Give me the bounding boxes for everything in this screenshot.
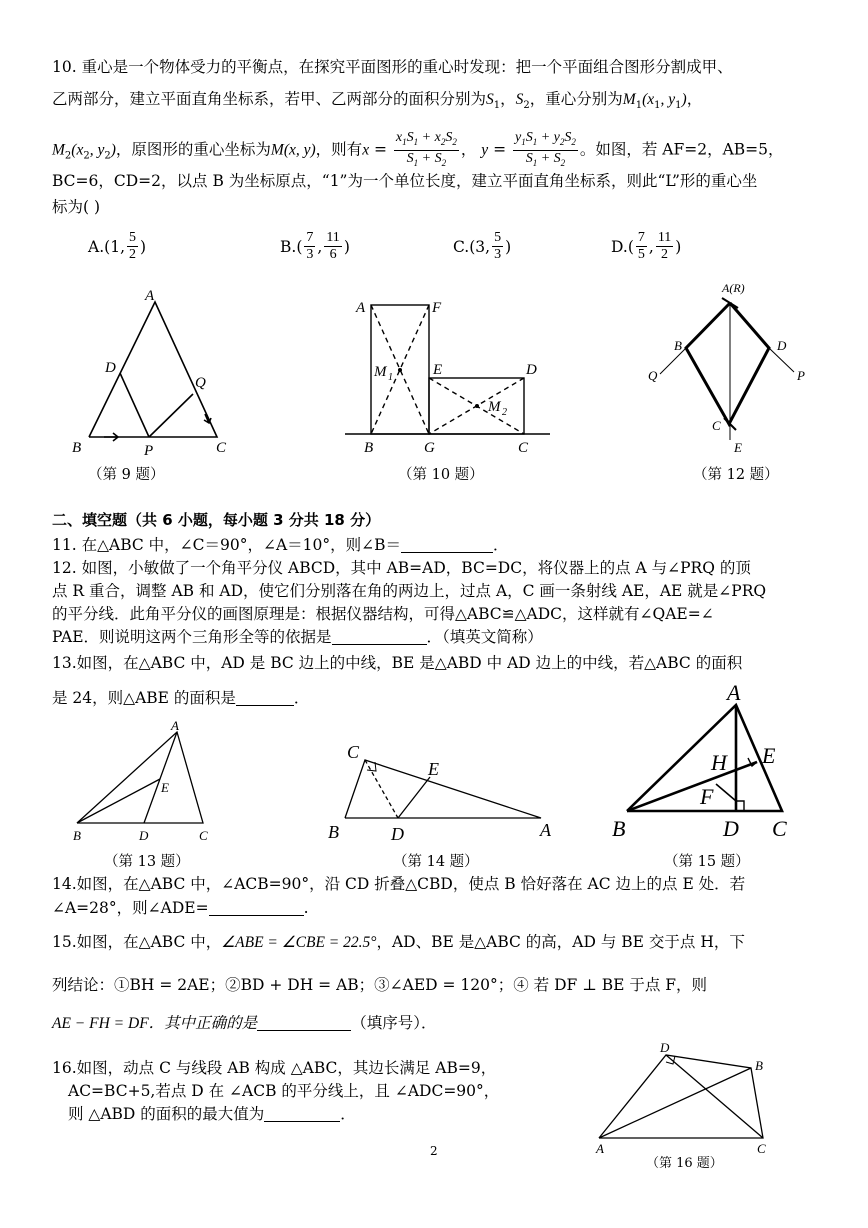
q14-line1: 14.如图，在△ABC 中，∠ACB=90°，沿 CD 折叠△CBD，使点 B 恰好落在 AC 边上的点 E 处．若 [52,875,746,893]
fig12-ray-q [660,348,686,374]
fig15-label-b: B [612,816,626,841]
caption-q15: （第 15 题） [664,854,750,870]
fig9-label-p: P [144,443,154,459]
caption-q16: （第 16 题） [646,1156,723,1171]
fig13-label-d: D [139,828,149,843]
option-a-x: 1 [110,237,121,256]
fig12-label-a: A(R) [722,281,745,295]
fig14-label-b: B [328,822,339,842]
option-b-y: $\frac{11}{6}$ [326,230,340,262]
fig15-label-h: H [711,750,727,775]
q14-blank[interactable] [209,899,304,916]
q10-m2: M [52,141,65,159]
q16-line3-end: ． [340,1105,356,1123]
q10-line3-text: ，原图形的重心坐标为 [115,140,271,159]
fig13-label-c: C [199,828,208,843]
fig9-label-a: A [145,288,155,304]
page-number: 2 [430,1144,438,1158]
fig9-label-q: Q [195,375,206,391]
q16-line3-text: 则 △ABD 的面积的最大值为 [68,1105,265,1123]
q12-line4-text: PAE．则说明这两个三角形全等的依据是 [52,628,332,646]
fig10-label-m1-sub: 1 [388,372,393,383]
q12-line4-text2: ．（填英文简称） [426,628,543,646]
fig10-label-m1: M [374,364,387,380]
fig13-label-b: B [73,828,81,843]
fig14-de [398,777,430,818]
q13-line2-text: 是 24，则△ABE 的面积是 [52,689,236,707]
q10-y-eq: y [481,141,489,159]
fig16-label-d: D [660,1040,670,1055]
q15-line3-text: AE − FH = DF．其中正确的是 [52,1015,258,1032]
q10-s1: S [486,91,494,108]
q10-x-eq: x [362,141,370,159]
fig16-ab [599,1068,751,1138]
option-c-y: $\frac{5}{3}$ [494,230,502,262]
fig12-label-q: Q [648,368,658,383]
fig14-label-c: C [347,742,360,762]
figure-13 [77,732,203,823]
fig15-be [627,762,757,811]
q10-line2-text2: ，重心分别为 [529,90,623,108]
q11: 11. 在△ABC 中，∠C＝90°，∠A＝10°，则∠B＝ ． [52,536,509,554]
q10-line3-text2: ，则有 [315,140,363,159]
fig10-label-m2-sub: 2 [502,407,507,418]
q15-line1-text2: ，AD、BE 是△ABC 的高，AD 与 BE 交于点 H，下 [376,933,745,951]
fig9-dp [120,373,149,437]
fig15-label-c: C [772,816,787,841]
q10-line3: $M_2(x_2$, $y_2$)，原图形的重心坐标为M(x, y)，则有x = $\frac{x_1S_1 + x_2S_2}{S_1 + S_2}$ ， y = $\frac{y_1S_1 + y_2S_2}{S_1 + S_2}$ 。如图，若 AF=2，AB=5， [52,130,784,173]
fig12-label-p: P [797,368,805,383]
fig13-triangle [77,732,203,823]
fig15-label-e: E [762,743,776,768]
fig12-label-b: B [674,338,682,353]
q14-line2: ∠A=28°，则∠ADE= . [52,899,309,917]
fig12-label-c: C [712,418,721,433]
fig9-label-b: B [72,440,82,456]
fig14-label-d: D [391,824,404,844]
fig10-label-b: B [364,440,374,456]
fig16-label-a: A [596,1141,604,1156]
q10-line5: 标为( ) [52,198,101,216]
q11-text: 11. 在△ABC 中，∠C＝90°，∠A＝10°，则∠B＝ [52,536,402,554]
section-2-heading: 二、填空题（共 6 小题，每小题 3 分共 18 分） [52,511,381,529]
q16-line2: AC=BC+5,若点 D 在 ∠ACB 的平分线上，且 ∠ADC=90°， [68,1082,500,1100]
option-c: C. ( 3 , $\frac{5}{3}$ ) [453,230,512,262]
fig10-label-d: D [526,362,537,378]
fig10-label-m2: M [488,399,501,415]
option-d-y: $\frac{11}{2}$ [657,230,672,262]
figure-16 [599,1055,763,1138]
q12-line1: 12. 如图，小敏做了一个角平分仪 ABCD，其中 AB=AD，BC=DC，将仪器上的点 A 与∠PRQ 的顶 [52,559,751,577]
fig10-m2-point [475,404,479,408]
q10-s2: S [515,91,524,108]
q12-line2: 点 R 重合，调整 AB 和 AD，使它们分别落在角的两边上，过点 A，C 画一条射线 AE，AE 就是∠PRQ [52,582,767,600]
option-a-label: A. [88,237,105,256]
q10-line2-text: 乙两部分，建立平面直角坐标系，若甲、乙两部分的面积分别为 [52,90,487,108]
option-d-label: D. [611,237,628,256]
q10-m: M(x, y) [270,141,316,159]
fig13-ad [144,732,177,823]
q15-line2: 列结论：①BH = 2AE；②BD + DH = AB；③∠AED = 120°；④ 若 DF ⊥ BE 于点 F，则 [52,976,708,994]
option-c-x: 3 [475,237,486,256]
fig13-label-a: A [171,718,179,733]
q13-line1: 13.如图，在△ABC 中，AD 是 BC 边上的中线，BE 是△ABD 中 AD 边上的中线，若△ABC 的面积 [52,654,743,672]
option-b: B. ( $\frac{7}{3}$ , $\frac{11}{6}$ ) [280,230,350,262]
fig15-df [716,784,736,801]
fig13-label-e: E [161,780,169,795]
q10-m1: M [622,91,636,108]
option-a-y: $\frac{5}{2}$ [129,230,136,262]
q16-line3 [68,1103,356,1125]
q10-line3-text3: 。如图，若 AF=2，AB=5， [579,140,784,159]
q15-line1 [52,931,745,954]
q12-blank[interactable] [332,628,427,645]
q10-y-frac: $\frac{y_1S_1 + y_2S_2}{S_1 + S_2}$ [514,130,576,168]
q12-line4 [52,626,543,648]
fig9-arrow-bp [104,433,118,441]
q16-blank[interactable] [264,1105,340,1122]
caption-q13: （第 13 题） [104,854,190,870]
fig10-label-a: A [356,300,366,316]
caption-q10: （第 10 题） [398,467,484,483]
q13-line2-end: ． [293,689,310,707]
option-b-x: $\frac{7}{3}$ [306,230,314,262]
q10-comma: ， [500,90,516,108]
q15-line3-end: （填序号）． [351,1014,437,1032]
option-b-label: B. [280,237,297,256]
q15-line3 [52,1012,436,1035]
q14-line2-text: ∠A=28°，则∠ADE= [52,899,209,917]
q13-blank[interactable] [236,689,294,706]
q15-blank[interactable] [257,1014,351,1031]
fig10-label-e: E [433,362,443,378]
q10-x-frac: $\frac{x_1S_1 + x_2S_2}{S_1 + S_2}$ [395,130,457,168]
q10-line2: 乙两部分，建立平面直角坐标系，若甲、乙两部分的面积分别为$S_1$，$S_2$，重心分别为$M_1(x_1$, $y_1$)， [52,90,703,112]
q15-line1-text: 15.如图，在△ABC 中， [52,933,222,951]
q16-line1: 16.如图，动点 C 与线段 AB 构成 △ABC，其边长满足 AB=9， [52,1059,497,1077]
q15-angle-eq: ∠ABE = ∠CBE = 22.5° [221,934,377,951]
figure-12 [660,298,794,440]
q10-line1: 10. 重心是一个物体受力的平衡点，在探究平面图形的重心时发现：把一个平面组合图形分割成甲、 [52,58,733,76]
fig14-triangle [345,760,541,818]
option-d: D. ( $\frac{7}{5}$ , $\frac{11}{2}$ ) [611,230,682,262]
fig15-label-d: D [723,816,739,841]
fig16-right-angle [666,1056,675,1064]
q10-line4: BC=6，CD=2，以点 B 为坐标原点，“1”为一个单位长度，建立平面直角坐标系，则此“L”形的重心坐 [52,172,758,190]
fig9-label-d: D [105,360,116,376]
fig10-m1-point [398,368,402,372]
fig10-label-f: F [432,300,442,316]
caption-q12: （第 12 题） [693,467,779,483]
figure-14 [345,760,541,818]
fig16-label-b: B [755,1058,763,1073]
fig15-label-f: F [700,784,714,809]
caption-q14: （第 14 题） [393,854,479,870]
fig10-label-g: G [424,440,435,456]
fig16-label-c: C [757,1141,766,1156]
q13-line2 [52,687,309,709]
fig12-label-d: D [777,338,787,353]
fig15-label-a: A [727,680,741,705]
fig9-label-c: C [216,440,227,456]
q12-line3: 的平分线．此角平分仪的画图原理是：根据仪器结构，可得△ABC≌△ADC，这样就有∠QAE=∠ [52,605,714,623]
option-d-x: $\frac{7}{5}$ [637,230,645,262]
fig14-label-e: E [428,759,439,779]
fig14-label-a: A [540,820,551,840]
fig9-pq [149,394,193,437]
fig12-label-e: E [734,440,742,455]
caption-q9: （第 9 题） [88,467,165,483]
q11-blank[interactable] [401,536,493,553]
fig12-kite [686,303,769,424]
option-a: A. ( 1 , $\frac{5}{2}$ ) [88,230,147,262]
option-c-label: C. [453,237,470,256]
fig10-label-c: C [518,440,529,456]
